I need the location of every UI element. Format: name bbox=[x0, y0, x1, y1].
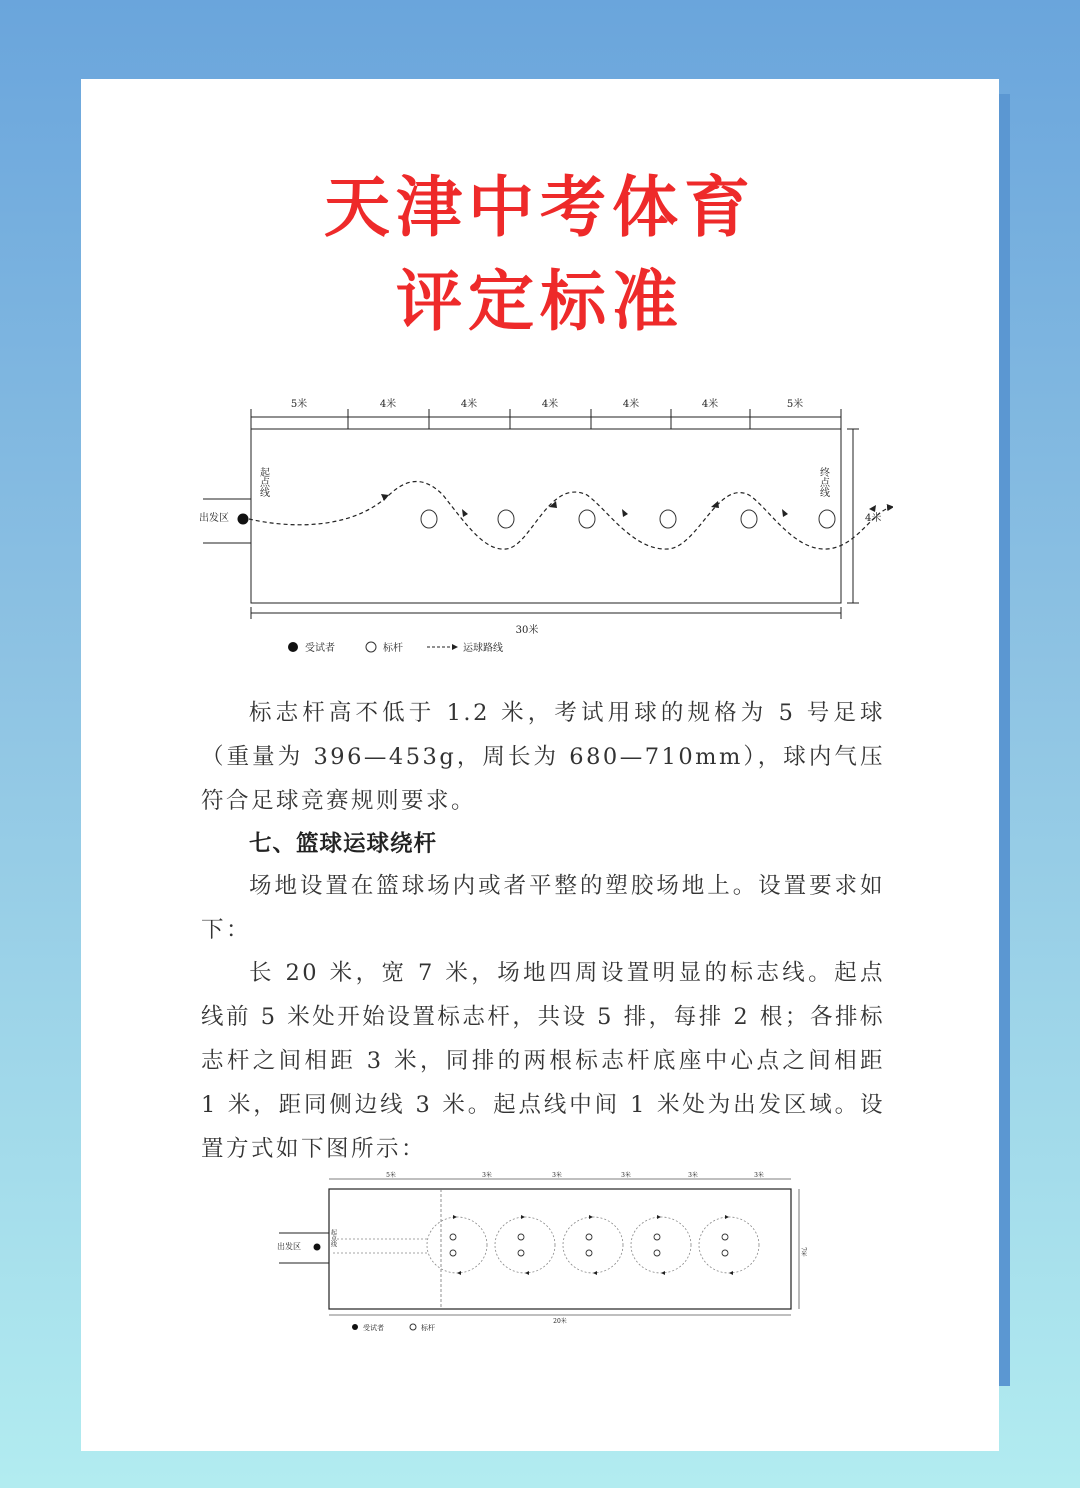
length-label: 30米 bbox=[515, 625, 539, 636]
legend-tester-icon bbox=[288, 642, 298, 652]
legend-pole-icon bbox=[410, 1324, 416, 1330]
top-ticks bbox=[251, 409, 841, 429]
segment-label-6: 3米 bbox=[754, 1172, 764, 1179]
segment-label-3: 3米 bbox=[552, 1172, 562, 1179]
title-line-2: 评定标准 bbox=[396, 263, 684, 340]
legend-pole-label: 标杆 bbox=[421, 1324, 435, 1332]
segment-label-7: 5米 bbox=[786, 399, 804, 410]
start-line-label: 起点线 bbox=[257, 467, 269, 497]
document-page bbox=[81, 79, 999, 1451]
field-rectangle bbox=[329, 1189, 791, 1309]
football-course-diagram bbox=[193, 389, 893, 659]
length-label: 20米 bbox=[553, 1318, 567, 1325]
width-label: 4米 bbox=[865, 513, 882, 524]
tester-marker bbox=[314, 1244, 321, 1251]
field-rectangle bbox=[251, 429, 841, 603]
width-label: 7米 bbox=[799, 1247, 807, 1257]
start-line-label: 起点线 bbox=[329, 1229, 337, 1247]
football-ball-spec-paragraph: 标志杆高不低于 1.2 米，考试用球的规格为 5 号足球（重量为 396—453g，周长为 680—710mm），球内气压符合足球竞赛规则要求。 bbox=[201, 700, 885, 814]
legend-route-label: 运球路线 bbox=[463, 643, 503, 654]
legend-tester-label: 受试者 bbox=[363, 1324, 384, 1332]
start-zone-label: 出发区 bbox=[277, 1242, 301, 1251]
section-7-paragraph-1: 场地设置在篮球场内或者平整的塑胶场地上。设置要求如下： bbox=[201, 873, 885, 943]
segment-label-5: 3米 bbox=[688, 1172, 698, 1179]
legend-pole-label: 标杆 bbox=[383, 643, 403, 654]
legend-tester-label: 受试者 bbox=[305, 643, 335, 654]
segment-label-3: 4米 bbox=[460, 399, 478, 410]
dribble-route bbox=[249, 482, 893, 550]
segment-label-5: 4米 bbox=[622, 399, 640, 410]
end-line-label: 终点线 bbox=[817, 467, 829, 497]
basketball-course-diagram bbox=[271, 1167, 811, 1337]
segment-label-1: 5米 bbox=[386, 1172, 396, 1179]
legend-tester-icon bbox=[352, 1324, 358, 1330]
section-7-paragraph-2: 长 20 米，宽 7 米，场地四周设置明显的标志线。起点线前 5 米处开始设置标志杆，共设 5 排，每排 2 根；各排标志杆之间相距 3 米，同排的两根标志杆底座中心点之间相距 1 米，距同侧边线 3 米。起点线中间 1 米处为出发区域。设置方式如下图所示： bbox=[201, 960, 885, 1162]
tester-marker bbox=[238, 514, 249, 525]
route-arrows bbox=[381, 494, 876, 517]
route-ovals bbox=[427, 1217, 759, 1273]
lead-in-route bbox=[333, 1239, 427, 1253]
segment-label-6: 4米 bbox=[701, 399, 719, 410]
poles bbox=[421, 510, 835, 528]
section-7-heading: 七、篮球运球绕杆 bbox=[249, 831, 438, 857]
segment-label-4: 4米 bbox=[541, 399, 559, 410]
segment-label-2: 4米 bbox=[379, 399, 397, 410]
start-zone-label: 出发区 bbox=[199, 513, 229, 524]
poles bbox=[450, 1234, 728, 1256]
segment-label-4: 3米 bbox=[621, 1172, 631, 1179]
segment-label-1: 5米 bbox=[290, 399, 308, 410]
title-line-1: 天津中考体育 bbox=[324, 169, 756, 246]
legend-pole-icon bbox=[366, 642, 376, 652]
segment-label-2: 3米 bbox=[482, 1172, 492, 1179]
